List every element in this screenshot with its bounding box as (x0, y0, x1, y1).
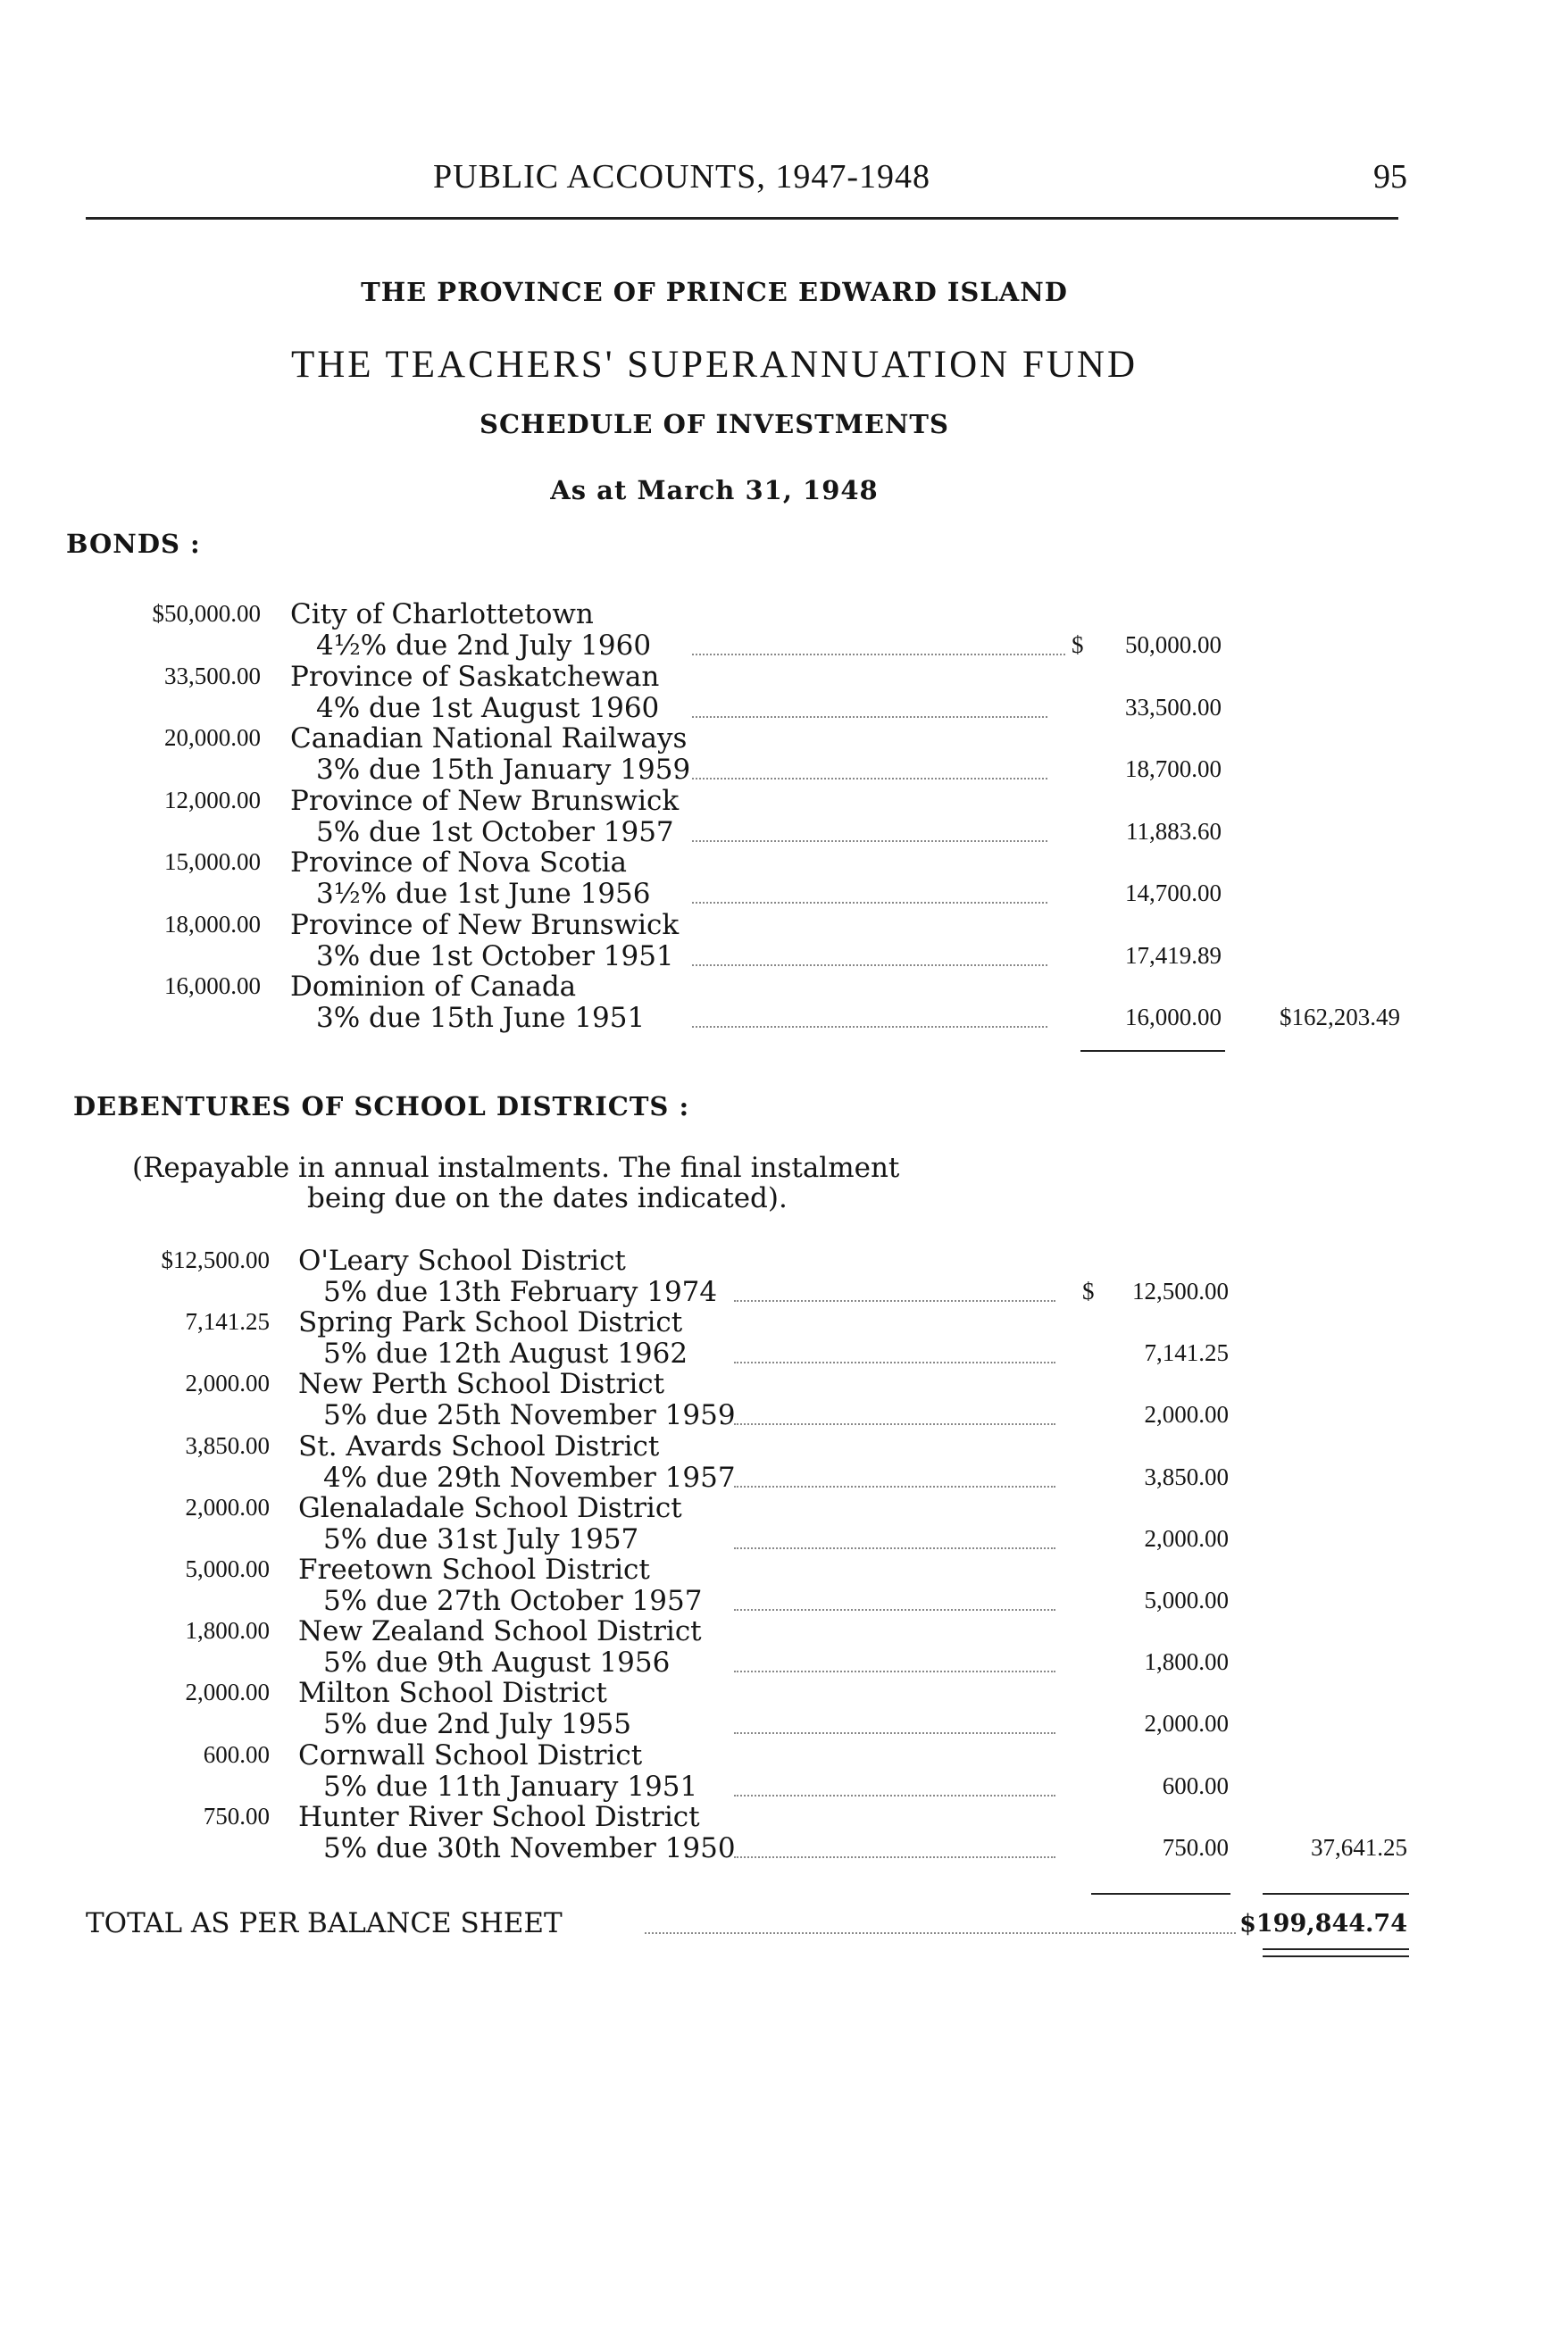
debenture-terms: 5% due 13th February 1974 (323, 1276, 718, 1308)
double-rule-1 (1263, 1948, 1409, 1950)
bond-leader (692, 840, 1047, 842)
bond-leader (692, 902, 1047, 904)
debenture-book-value: 1,800.00 (1144, 1648, 1229, 1676)
bond-issuer: Canadian National Railways (290, 722, 688, 754)
bond-leader (692, 1026, 1047, 1028)
school-district-name: Spring Park School District (298, 1306, 683, 1339)
bond-terms: 3% due 15th January 1959 (316, 754, 691, 786)
bond-dollar-sign: $ (1072, 631, 1084, 658)
school-district-name: St. Avards School District (298, 1430, 660, 1463)
debenture-par-value: 2,000.00 (185, 1679, 270, 1706)
bond-issuer: Province of New Brunswick (290, 908, 680, 941)
bond-par-value: 15,000.00 (164, 848, 261, 875)
grand-total-value: $199,844.74 (1239, 1910, 1407, 1938)
as-at-date: As at March 31, 1948 (550, 475, 879, 505)
debenture-leader (734, 1362, 1055, 1363)
school-district-name: Cornwall School District (298, 1738, 643, 1772)
debenture-terms: 5% due 11th January 1951 (323, 1770, 698, 1803)
bonds-subtotal-rule (1080, 1050, 1225, 1052)
debenture-par-value: 7,141.25 (185, 1308, 270, 1336)
debenture-par-value: 2,000.00 (185, 1493, 270, 1521)
debenture-book-value: 2,000.00 (1144, 1401, 1229, 1429)
debenture-book-value: 3,850.00 (1144, 1463, 1229, 1490)
school-district-name: New Zealand School District (298, 1615, 702, 1648)
debentures-total: 37,641.25 (1311, 1833, 1407, 1861)
bond-book-value: 17,419.89 (1125, 941, 1222, 969)
debenture-leader (734, 1732, 1055, 1734)
debenture-book-value: 750.00 (1162, 1833, 1229, 1861)
debenture-terms: 5% due 25th November 1959 (323, 1399, 736, 1432)
school-district-name: Hunter River School District (298, 1800, 700, 1833)
bonds-heading: BONDS : (66, 529, 201, 559)
bond-book-value: 14,700.00 (1125, 880, 1222, 906)
debenture-par-value: $12,500.00 (161, 1246, 270, 1273)
debentures-note-line-2: being due on the dates indicated). (307, 1182, 788, 1214)
grand-total-leader (645, 1932, 1236, 1934)
bond-terms: 3% due 1st October 1951 (316, 939, 674, 972)
bond-issuer: Province of Saskatchewan (290, 660, 660, 693)
debenture-leader (734, 1609, 1055, 1611)
schedule-title: SCHEDULE OF INVESTMENTS (480, 409, 949, 439)
debenture-book-value: 12,500.00 (1132, 1278, 1229, 1305)
bonds-total: $162,203.49 (1280, 1004, 1400, 1030)
province-title: THE PROVINCE OF PRINCE EDWARD ISLAND (361, 277, 1068, 307)
school-district-name: Glenaladale School District (298, 1491, 682, 1524)
debenture-par-value: 5,000.00 (185, 1555, 270, 1582)
debenture-terms: 5% due 27th October 1957 (323, 1585, 703, 1617)
debenture-book-value: 2,000.00 (1144, 1710, 1229, 1738)
bond-issuer: Dominion of Canada (290, 971, 577, 1003)
bond-leader (692, 654, 1065, 655)
bond-book-value: 50,000.00 (1125, 631, 1222, 658)
bond-par-value: 33,500.00 (164, 662, 261, 689)
debenture-leader (734, 1547, 1055, 1549)
bond-terms: 3% due 15th June 1951 (316, 1002, 646, 1034)
bond-book-value: 11,883.60 (1126, 817, 1222, 845)
debenture-book-value: 5,000.00 (1144, 1587, 1229, 1613)
debenture-leader (734, 1856, 1055, 1858)
debenture-dollar-sign: $ (1082, 1278, 1095, 1305)
sum-rule (1263, 1893, 1409, 1895)
debenture-book-value: 7,141.25 (1144, 1339, 1229, 1367)
bond-leader (692, 964, 1047, 966)
running-title: PUBLIC ACCOUNTS, 1947-1948 (433, 158, 930, 196)
debenture-leader (734, 1300, 1055, 1302)
debenture-terms: 5% due 2nd July 1955 (323, 1708, 631, 1741)
debenture-terms: 5% due 30th November 1950 (323, 1831, 736, 1864)
debenture-par-value: 1,800.00 (185, 1617, 270, 1645)
debentures-note-line-1: (Repayable in annual instalments. The final instalment (132, 1152, 900, 1184)
school-district-name: Freetown School District (298, 1554, 650, 1586)
bond-par-value: 18,000.00 (164, 910, 261, 938)
debenture-par-value: 600.00 (203, 1740, 270, 1768)
grand-total-label: TOTAL AS PER BALANCE SHEET (86, 1907, 563, 1939)
header-rule (86, 217, 1398, 220)
page-number: 95 (1373, 158, 1407, 196)
debenture-terms: 5% due 12th August 1962 (323, 1338, 688, 1371)
debenture-par-value: 750.00 (203, 1802, 270, 1830)
debenture-terms: 5% due 9th August 1956 (323, 1647, 671, 1680)
bond-issuer: City of Charlottetown (290, 598, 594, 630)
bond-terms: 3½% due 1st June 1956 (316, 878, 651, 910)
bond-book-value: 16,000.00 (1125, 1004, 1222, 1030)
bond-leader (692, 778, 1047, 779)
bond-terms: 4% due 1st August 1960 (316, 691, 660, 724)
fund-title: THE TEACHERS' SUPERANNUATION FUND (290, 344, 1138, 386)
debentures-subtotal-rule (1091, 1893, 1230, 1895)
bond-terms: 4½% due 2nd July 1960 (316, 629, 652, 662)
school-district-name: New Perth School District (298, 1368, 665, 1401)
debenture-leader (734, 1795, 1055, 1797)
debenture-book-value: 600.00 (1162, 1772, 1229, 1799)
debentures-heading: DEBENTURES OF SCHOOL DISTRICTS : (73, 1091, 690, 1121)
debenture-terms: 4% due 29th November 1957 (323, 1461, 736, 1494)
bond-terms: 5% due 1st October 1957 (316, 815, 674, 848)
bond-book-value: 18,700.00 (1125, 755, 1222, 782)
debenture-leader (734, 1671, 1055, 1672)
bond-issuer: Province of Nova Scotia (290, 846, 628, 879)
debenture-book-value: 2,000.00 (1144, 1524, 1229, 1552)
bond-par-value: 12,000.00 (164, 786, 261, 813)
bond-book-value: 33,500.00 (1125, 693, 1222, 721)
debenture-par-value: 3,850.00 (185, 1431, 270, 1459)
school-district-name: Milton School District (298, 1677, 607, 1710)
double-rule-2 (1263, 1955, 1409, 1957)
debenture-terms: 5% due 31st July 1957 (323, 1522, 639, 1555)
debenture-leader (734, 1486, 1055, 1488)
bond-par-value: $50,000.00 (152, 600, 261, 627)
school-district-name: O'Leary School District (298, 1245, 626, 1277)
bond-par-value: 16,000.00 (164, 972, 261, 999)
debenture-leader (734, 1423, 1055, 1425)
bond-issuer: Province of New Brunswick (290, 784, 680, 817)
bond-par-value: 20,000.00 (164, 724, 261, 751)
bond-leader (692, 716, 1047, 718)
debenture-par-value: 2,000.00 (185, 1370, 270, 1397)
